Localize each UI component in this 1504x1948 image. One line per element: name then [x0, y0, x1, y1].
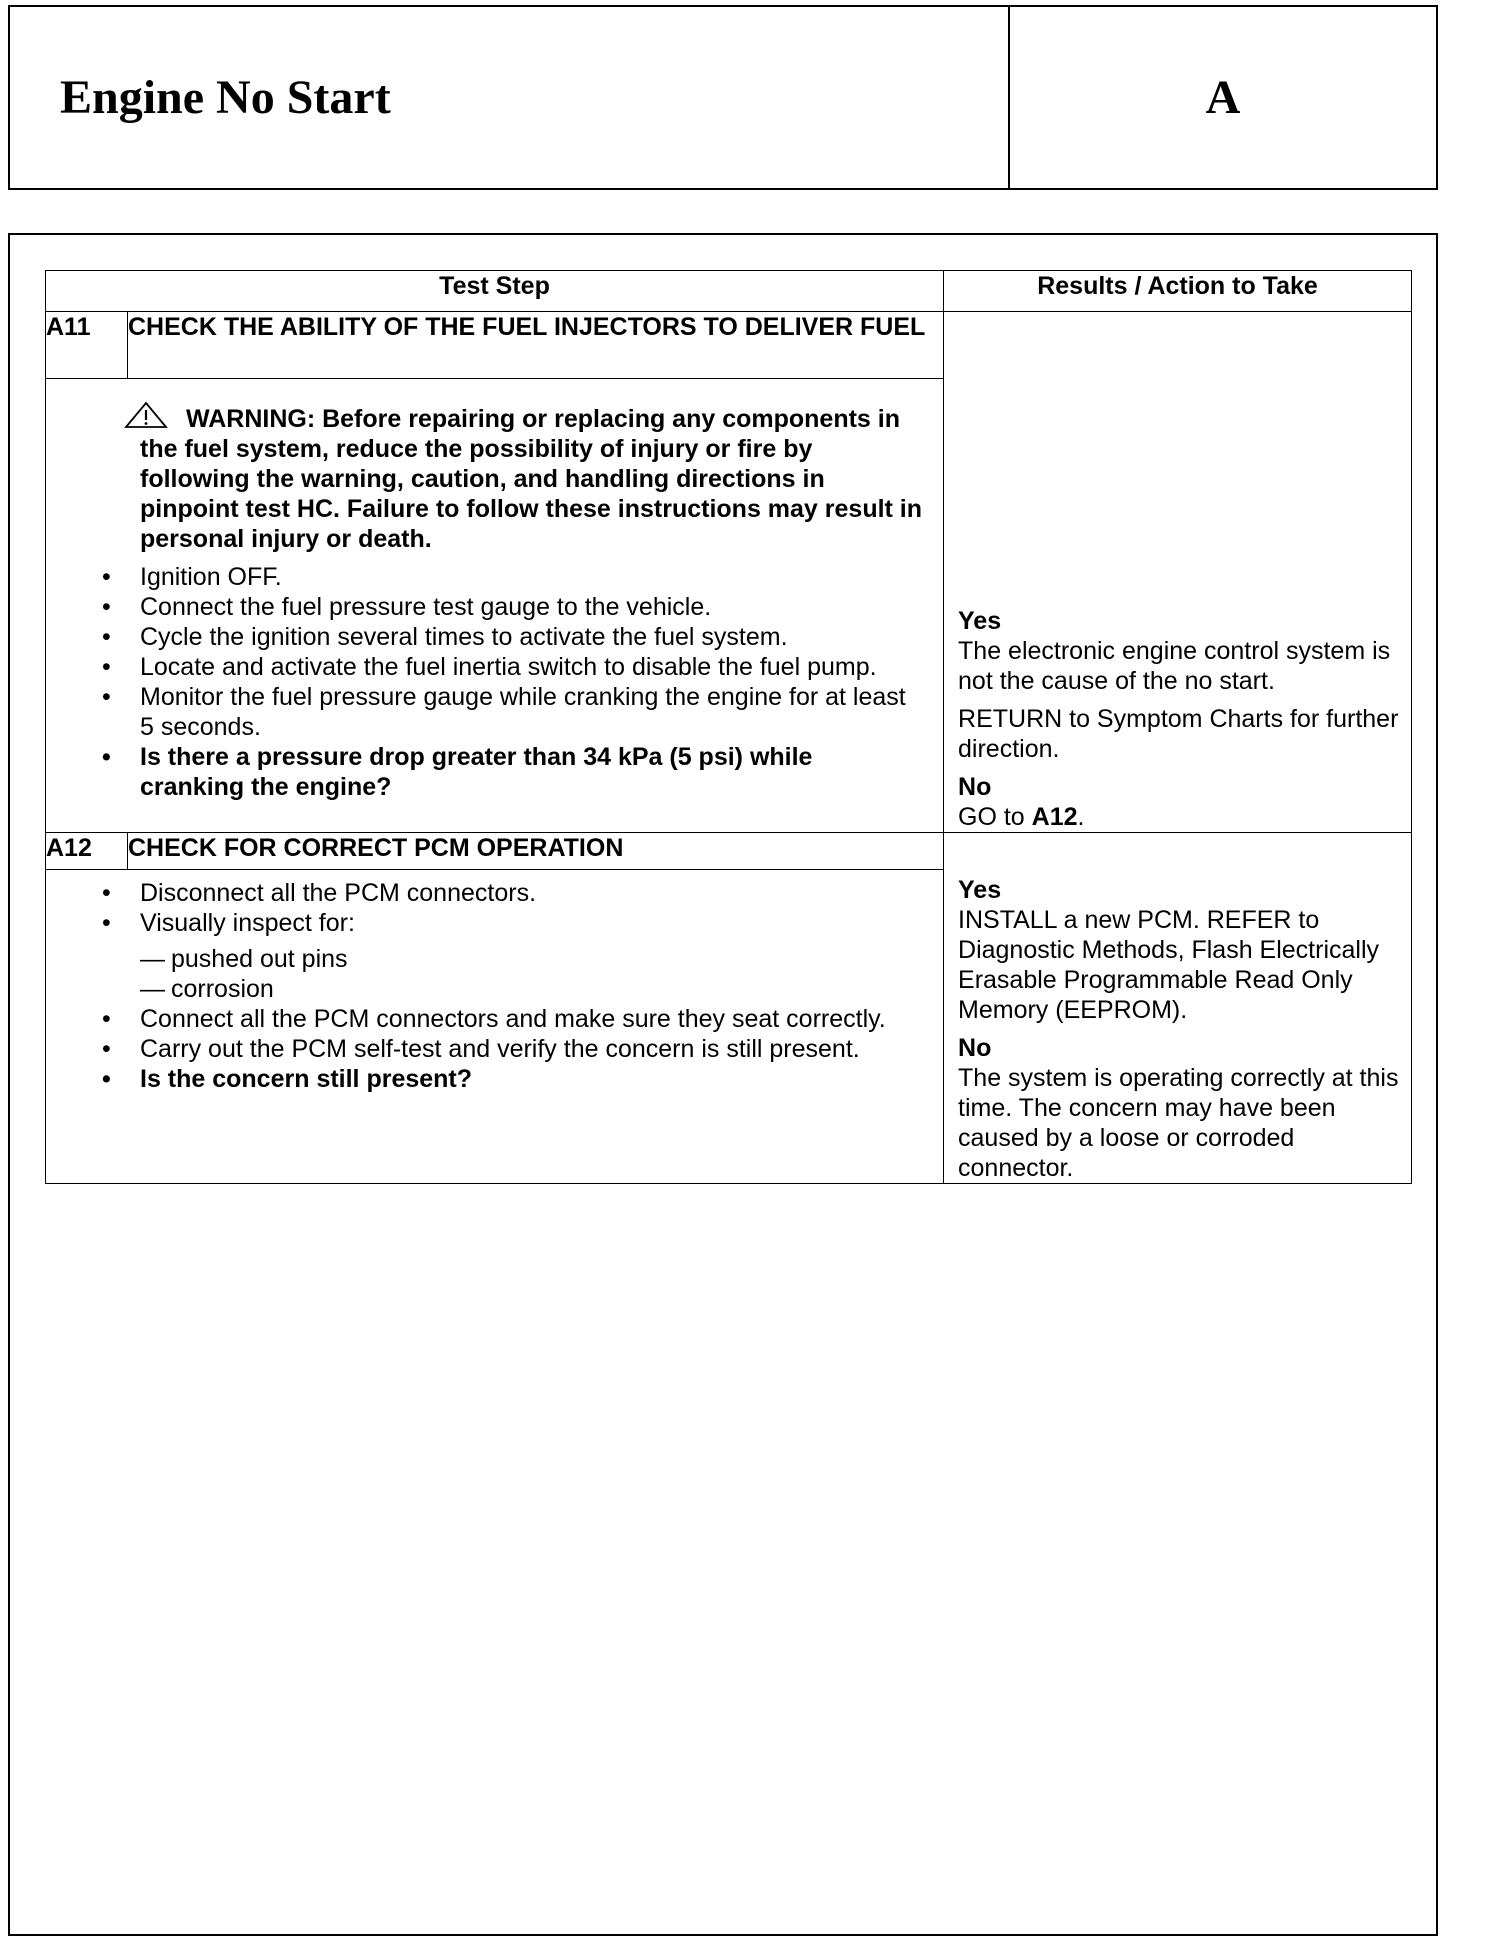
list-item: • Monitor the fuel pressure gauge while cranking the engine for at least 5 seconds.	[140, 682, 923, 742]
sub-list-text: corrosion	[171, 975, 274, 1003]
list-item: • Cycle the ignition several times to activate the fuel system.	[140, 622, 923, 652]
a12-yes-label: Yes	[958, 876, 1002, 904]
a11-no-label: No	[958, 773, 992, 801]
page-header	[8, 5, 1438, 190]
step-title-a11: CHECK THE ABILITY OF THE FUEL INJECTORS TO DELIVER FUEL	[128, 312, 944, 379]
list-item: • Ignition OFF.	[140, 562, 923, 592]
a11-no-line	[958, 802, 1409, 832]
sub-list-item	[140, 974, 923, 1004]
dash-mark: —	[140, 975, 165, 1003]
list-item: • Carry out the PCM self-test and verify the concern is still present.	[140, 1034, 923, 1064]
sub-list-text: pushed out pins	[171, 945, 348, 973]
a12-question: • Is the concern still present?	[140, 1064, 923, 1094]
warning-text: WARNING: Before repairing or replacing any components in the fuel system, reduce the possibility of injury or fire by following the warning, caution, and handling directions in pinpoint test HC. Failure to follow these instructions may result in personal injury or death.	[140, 405, 923, 553]
warning-block	[46, 379, 943, 554]
step-number-a12: A12	[46, 833, 128, 870]
a11-no-suffix: .	[1077, 803, 1085, 831]
step-a12-title-row	[46, 833, 1412, 870]
sub-list-item	[140, 944, 923, 974]
a11-yes-text: The electronic engine control system is not the cause of the no start.	[958, 637, 1391, 695]
step-a11-body	[46, 379, 944, 833]
list-item: • Disconnect all the PCM connectors.	[140, 878, 923, 908]
list-item: • Connect the fuel pressure test gauge to the vehicle.	[140, 592, 923, 622]
list-item-text: Visually inspect for:	[140, 909, 355, 937]
step-a12-body	[46, 870, 944, 1184]
a11-step-list	[46, 562, 943, 802]
test-step-header: Test Step	[46, 271, 944, 312]
step-title-a12: CHECK FOR CORRECT PCM OPERATION	[128, 833, 944, 870]
page-title: Engine No Start	[10, 7, 1010, 188]
a12-yes-text: INSTALL a new PCM. REFER to Diagnostic Methods, Flash Electrically Erasable Programmable Read Only Memory (EEPROM).	[958, 906, 1380, 1024]
a11-question: • Is there a pressure drop greater than 34 kPa (5 psi) while cranking the engine?	[140, 742, 923, 802]
section-code: A	[1205, 71, 1241, 124]
a12-sub-list	[140, 944, 923, 1004]
step-a11-results	[944, 312, 1412, 833]
a12-no-text: The system is operating correctly at this time. The concern may have been caused by a loose or corroded connector.	[958, 1064, 1399, 1182]
warning-triangle-icon	[132, 401, 176, 429]
results-header: Results / Action to Take	[944, 271, 1412, 312]
dash-mark: —	[140, 945, 165, 973]
table-header-row	[46, 271, 1412, 312]
a11-yes-action: RETURN to Symptom Charts for further direction.	[958, 705, 1399, 763]
diagnostic-table	[45, 270, 1412, 1184]
a12-step-list	[46, 878, 943, 1094]
a11-yes-label: Yes	[958, 607, 1002, 635]
step-a11-title-row	[46, 312, 1412, 379]
step-number-a11: A11	[46, 312, 128, 379]
list-item: • Connect all the PCM connectors and make sure they seat correctly.	[140, 1004, 923, 1034]
list-item: • Locate and activate the fuel inertia switch to disable the fuel pump.	[140, 652, 923, 682]
a11-no-text: GO to	[958, 803, 1025, 831]
step-a12-results	[944, 833, 1412, 1184]
a12-no-label: No	[958, 1034, 992, 1062]
list-item	[140, 908, 923, 1004]
content-frame	[8, 233, 1438, 1936]
a11-no-target: A12	[1031, 803, 1078, 831]
